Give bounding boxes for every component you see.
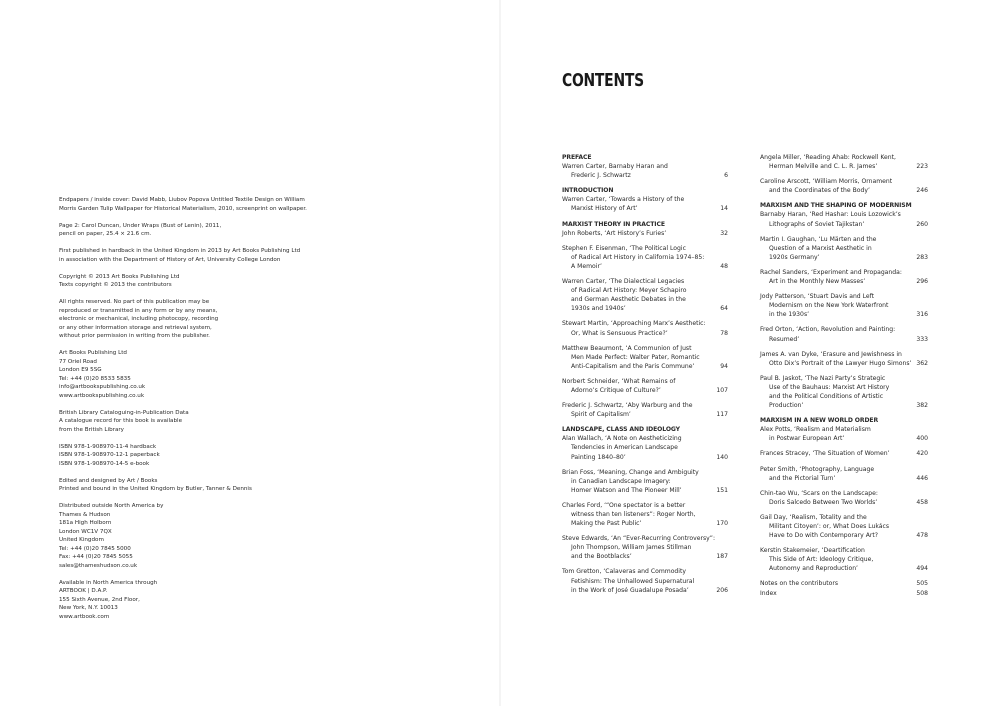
toc-entry-line: Production’	[769, 402, 804, 410]
toc-entry-line: Chin-tao Wu, ‘Scars on the Landscape:	[760, 489, 878, 497]
toc-entry-line: in Postwar European Art’	[769, 435, 845, 443]
toc-entry-line: Frances Stracey, ‘The Situation of Women’	[760, 450, 890, 458]
colophon-line: sales@thameshudson.co.uk	[59, 562, 138, 569]
colophon-line: ISBN 978-1-908970-12-1 paperback	[59, 452, 160, 458]
toc-section-heading: MARXISM AND THE SHAPING OF MODERNISM	[760, 202, 912, 210]
toc-page-number: 494	[916, 565, 928, 573]
toc-entry-line: Caroline Arscott, ‘William Morris, Ornament	[760, 178, 893, 186]
toc-entry	[760, 589, 928, 598]
toc-entry	[562, 468, 728, 495]
toc-entry	[760, 546, 928, 573]
toc-page-number: 283	[916, 253, 928, 261]
toc-section-heading: INTRODUCTION	[562, 187, 614, 195]
colophon-block	[59, 349, 299, 400]
toc-entry	[562, 401, 728, 419]
toc-entry-line: Autonomy and Reproduction’	[769, 565, 858, 573]
toc-entry-line: in the 1930s’	[769, 311, 810, 319]
colophon-block	[59, 579, 299, 622]
colophon-line: New York, N.Y. 10013	[59, 605, 118, 611]
colophon-line: Distributed outside North America by	[59, 503, 164, 509]
colophon-line: 181a High Holborn	[59, 520, 112, 526]
toc-page-number: 446	[916, 474, 928, 482]
toc-page-number: 420	[916, 450, 928, 458]
toc-entry-line: and the Bootblacks’	[571, 553, 632, 561]
toc-page-number: 187	[716, 553, 728, 561]
right-page	[500, 0, 1000, 706]
colophon-line: Edited and designed by Art / Books	[59, 477, 158, 484]
toc-entry-line: Notes on the contributors	[760, 580, 839, 588]
toc-entry-line: This Side of Art: Ideology Critique,	[769, 556, 874, 564]
toc-page-number: 64	[720, 305, 728, 313]
toc-page-number: 151	[716, 486, 728, 494]
toc-entry-line: and the Political Conditions of Artistic	[769, 392, 884, 400]
toc-entry	[760, 292, 928, 319]
toc-page-number: 260	[916, 220, 928, 228]
toc-entry-line: and German Aesthetic Debates in the	[571, 296, 686, 304]
colophon-line: or any other information storage and retrieval system,	[59, 324, 212, 331]
toc-page-number: 140	[716, 453, 728, 461]
toc-page-number: 206	[716, 586, 728, 594]
toc-entry	[760, 579, 928, 588]
toc-section-heading: LANDSCAPE, CLASS AND IDEOLOGY	[562, 426, 680, 434]
toc-page-number: 316	[916, 311, 928, 319]
colophon-line: from the British Library	[59, 426, 124, 433]
toc-entry	[760, 425, 928, 443]
toc-entry-line: Rachel Sanders, ‘Experiment and Propaganda:	[760, 268, 902, 276]
toc-page-number: 78	[720, 329, 728, 337]
toc-page-number: 505	[916, 580, 928, 588]
toc-entry-line: of Radical Art History in California 1974–85:	[571, 253, 705, 261]
toc-entry	[562, 195, 728, 213]
colophon-line: Thames & Hudson	[59, 511, 111, 518]
toc-entry-line: Stewart Martin, ‘Approaching Marx’s Aesthetic:	[562, 320, 706, 328]
colophon-line: Art Books Publishing Ltd	[59, 350, 127, 356]
toc-entry-line: Paul B. Jaskot, ‘The Nazi Party’s Strategic	[760, 374, 886, 382]
toc-entry-line: Gail Day, ‘Realism, Totality and the	[760, 513, 867, 521]
toc-page-number: 32	[720, 229, 728, 237]
colophon-line: in association with the Department of History of Art, University College London	[59, 256, 281, 263]
colophon-block	[59, 298, 299, 341]
colophon-line: Page 2: Carol Duncan, Under Wraps (Bust of Lenin), 2011,	[59, 222, 222, 229]
toc-entry-line: 1930s and 1940s’	[571, 305, 626, 313]
toc-column-right	[760, 153, 928, 604]
toc-entry	[562, 319, 728, 337]
colophon-line: www.artbookspublishing.co.uk	[59, 392, 145, 399]
toc-page-number: 117	[716, 411, 728, 419]
toc-entry	[760, 210, 928, 228]
toc-entry-line: Tendencies in American Landscape	[571, 444, 678, 452]
toc-entry-line: Jody Patterson, ‘Stuart Davis and Left	[760, 293, 875, 301]
toc-entry	[562, 344, 728, 371]
toc-section-heading: MARXISM IN A NEW WORLD ORDER	[760, 417, 879, 425]
toc-entry-line: Fred Orton, ‘Action, Revolution and Painting:	[760, 326, 896, 334]
toc-entry	[562, 244, 728, 271]
toc-entry	[562, 229, 728, 238]
colophon-line: without prior permission in writing from the publisher.	[59, 333, 210, 339]
toc-page-number: 458	[916, 498, 928, 506]
toc-entry-line: in the Work of José Guadalupe Posada’	[571, 586, 689, 594]
colophon-line: ISBN 978-1-908970-11-4 hardback	[59, 443, 157, 450]
toc-entry-line: Doris Salcedo Between Two Worlds’	[769, 498, 878, 506]
toc-entry	[760, 465, 928, 483]
colophon-line: 77 Oriel Road	[59, 358, 97, 365]
colophon-block	[59, 273, 299, 290]
toc-entry-line: Alan Wallach, ‘A Note on Aestheticizing	[562, 435, 682, 443]
toc-entry-line: Charles Ford, ‘“One spectator is a better	[562, 501, 686, 509]
colophon-line: British Library Cataloguing-in-Publication Data	[59, 409, 189, 416]
toc-page-number: 362	[916, 359, 928, 367]
colophon-line: Copyright © 2013 Art Books Publishing Ltd	[59, 273, 180, 280]
toc-entry-line: 1920s Germany’	[769, 253, 820, 261]
colophon-line: A catalogue record for this book is available	[59, 418, 183, 424]
colophon-line: London WC1V 7QX	[59, 528, 112, 535]
toc-entry-line: Painting 1840–80’	[571, 453, 626, 461]
toc-entry-line: Steve Edwards, ‘An “Ever-Recurring Controversy”:	[562, 535, 716, 543]
colophon-line: Printed and bound in the United Kingdom by Butler, Tanner & Dennis	[59, 486, 252, 492]
toc-entry-line: Homer Watson and The Pioneer Mill’	[571, 486, 682, 494]
colophon-line: Texts copyright © 2013 the contributors	[59, 282, 172, 288]
toc-entry-line: Fetishism: The Unhallowed Supernatural	[571, 577, 695, 585]
toc-entry-line: Spirit of Capitalism’	[571, 411, 631, 419]
colophon-line: pencil on paper, 25.4 × 21.6 cm.	[59, 231, 152, 237]
toc-entry-line: Making the Past Public’	[571, 520, 642, 528]
toc-entry-line: Otto Dix’s Portrait of the Lawyer Hugo Simons’	[769, 359, 912, 367]
toc-page-number: 14	[720, 205, 728, 213]
toc-page-number: 107	[716, 386, 728, 394]
colophon-block	[59, 222, 299, 239]
toc-page-number: 296	[916, 278, 928, 286]
toc-entry	[760, 374, 928, 410]
toc-section-heading: MARXIST THEORY IN PRACTICE	[562, 220, 665, 228]
toc-entry-line: Norbert Schneider, ‘What Remains of	[562, 377, 676, 385]
colophon-line: electronic or mechanical, including photocopy, recording	[59, 316, 219, 322]
toc-entry-line: in Canadian Landscape Imagery:	[571, 477, 671, 485]
toc-page-number: 170	[716, 520, 728, 528]
toc-entry	[562, 534, 728, 561]
colophon-line: First published in hardback in the United Kingdom in 2013 by Art Books Publishing Ltd	[59, 248, 301, 254]
toc-entry-line: Have to Do with Contemporary Art?	[769, 532, 878, 540]
toc-entry-line: of Radical Art History: Meyer Schapiro	[571, 287, 687, 295]
toc-page-number: 478	[916, 532, 928, 540]
toc-entry-line: Marxist History of Art’	[571, 205, 638, 213]
toc-entry-line: Warren Carter, ‘The Dialectical Legacies	[562, 278, 685, 286]
colophon-block	[59, 409, 299, 435]
colophon-block	[59, 247, 299, 264]
toc-entry-line: Matthew Beaumont, ‘A Communion of Just	[562, 344, 692, 352]
toc-entry-line: Militant Citoyen’: or, What Does Lukács	[769, 523, 890, 530]
toc-section-heading: PREFACE	[562, 154, 592, 161]
toc-entry-line: Martin I. Gaughan, ‘Lu Märten and the	[760, 235, 877, 243]
colophon	[59, 196, 307, 630]
colophon-line: reproduced or transmitted in any form or by any means,	[59, 307, 218, 314]
colophon-line: Morris Garden Tulip Wallpaper for Historical Materialism, 2010, screenprint on wallpaper.	[59, 205, 307, 212]
toc-entry-line: A Memoir’	[571, 262, 602, 270]
toc-entry-line: Index	[760, 589, 777, 597]
toc-entry-line: Warren Carter, Barnaby Haran and	[562, 163, 668, 171]
toc-entry-line: Herman Melville and C. L. R. James’	[769, 163, 878, 171]
colophon-line: ARTBOOK | D.A.P.	[59, 588, 108, 594]
toc-entry-line: Kerstin Stakemeier, ‘Deartification	[760, 547, 865, 555]
toc-entry-line: Men Made Perfect: Walter Pater, Romantic	[571, 353, 700, 361]
toc-page-number: 400	[916, 435, 928, 443]
colophon-line: Fax: +44 (0)20 7845 5055	[59, 554, 133, 560]
toc-entry-line: John Thompson, William James Stillman	[571, 544, 692, 552]
toc-entry-line: Anti-Capitalism and the Paris Commune’	[571, 362, 695, 370]
toc-entry	[562, 377, 728, 395]
toc-entry	[562, 277, 728, 313]
toc-page-number: 508	[916, 589, 928, 597]
colophon-block	[59, 477, 299, 494]
colophon-line: Tel: +44 (0)20 8533 5835	[59, 375, 131, 382]
toc-entry	[760, 268, 928, 286]
colophon-line: Endpapers / inside cover: David Mabb, Liubov Popova Untitled Textile Design on William	[59, 197, 305, 203]
toc-entry-line: and the Coordinates of the Body’	[769, 187, 870, 195]
toc-entry	[562, 162, 728, 180]
colophon-line: www.artbook.com	[59, 613, 110, 620]
toc-entry-line: Angela Miller, ‘Reading Ahab: Rockwell Kent,	[760, 154, 896, 161]
toc-page-number: 246	[916, 187, 928, 195]
toc-entry-line: Use of the Bauhaus: Marxist Art History	[769, 383, 890, 391]
contents-title: CONTENTS	[562, 70, 644, 91]
toc-page-number: 94	[720, 362, 728, 370]
toc-page-number: 382	[916, 402, 928, 410]
toc-entry-line: Art in the Monthly New Masses’	[769, 278, 866, 286]
toc-entry	[760, 177, 928, 195]
toc-entry-line: witness than ten listeners”: Roger North,	[571, 511, 696, 518]
toc-entry-line: Question of a Marxist Aesthetic in	[769, 244, 872, 252]
toc-entry-line: and the Pictorial Turn’	[769, 474, 836, 482]
toc-column-left	[562, 153, 728, 601]
toc-entry-line: Frederic J. Schwartz	[571, 172, 631, 180]
toc-page-number: 6	[724, 172, 728, 180]
toc-entry	[760, 235, 928, 262]
toc-entry-line: Modernism on the New York Waterfront	[769, 302, 889, 310]
toc-entry	[562, 434, 728, 461]
toc-entry-line: James A. van Dyke, ‘Erasure and Jewishness in	[760, 350, 902, 358]
colophon-line: All rights reserved. No part of this publication may be	[59, 299, 210, 305]
toc-entry-line: Brian Foss, ‘Meaning, Change and Ambiguity	[562, 468, 699, 476]
toc-entry-line: Lithographs of Soviet Tajikstan’	[769, 220, 865, 228]
toc-entry-line: Alex Potts, ‘Realism and Materialism	[760, 426, 871, 434]
colophon-block	[59, 196, 307, 213]
colophon-line: London E9 5SG	[59, 367, 102, 373]
toc-entry-line: Peter Smith, ‘Photography, Language	[760, 465, 875, 473]
colophon-block	[59, 502, 299, 570]
toc-entry	[760, 350, 928, 368]
toc-entry	[760, 153, 928, 171]
colophon-line: ISBN 978-1-908970-14-5 e-book	[59, 460, 150, 467]
toc-page-number: 223	[916, 163, 928, 171]
toc-entry-line: Barnaby Haran, ‘Red Hashar: Louis Lozowick’s	[760, 211, 901, 219]
colophon-line: Tel: +44 (0)20 7845 5000	[59, 545, 131, 552]
toc-entry-line: Adorno’s Critique of Culture?’	[571, 386, 661, 394]
toc-entry	[760, 513, 928, 540]
toc-entry-line: Or, What is Sensuous Practice?’	[571, 329, 668, 337]
colophon-line: Available in North America through	[59, 579, 158, 586]
toc-entry	[760, 325, 928, 343]
colophon-line: United Kingdom	[59, 537, 104, 543]
colophon-line: 155 Sixth Avenue, 2nd Floor,	[59, 596, 140, 603]
toc-entry-line: Stephen F. Eisenman, ‘The Political Logic	[562, 244, 686, 252]
toc-entry	[760, 489, 928, 507]
toc-entry-line: Frederic J. Schwartz, ‘Aby Warburg and the	[562, 402, 693, 410]
colophon-block	[59, 443, 299, 469]
toc-entry	[562, 501, 728, 528]
colophon-line: info@artbookspublishing.co.uk	[59, 384, 146, 390]
toc-entry-line: Resumed’	[769, 335, 800, 343]
toc-page-number: 48	[720, 262, 728, 270]
toc-entry-line: Tom Gretton, ‘Calaveras and Commodity	[562, 568, 686, 576]
toc-entry	[760, 449, 928, 458]
toc-entry	[562, 567, 728, 594]
toc-entry-line: Warren Carter, ‘Towards a History of the	[562, 196, 685, 204]
toc-page-number: 333	[916, 335, 928, 343]
toc-entry-line: John Roberts, ‘Art History’s Furies’	[562, 229, 667, 237]
